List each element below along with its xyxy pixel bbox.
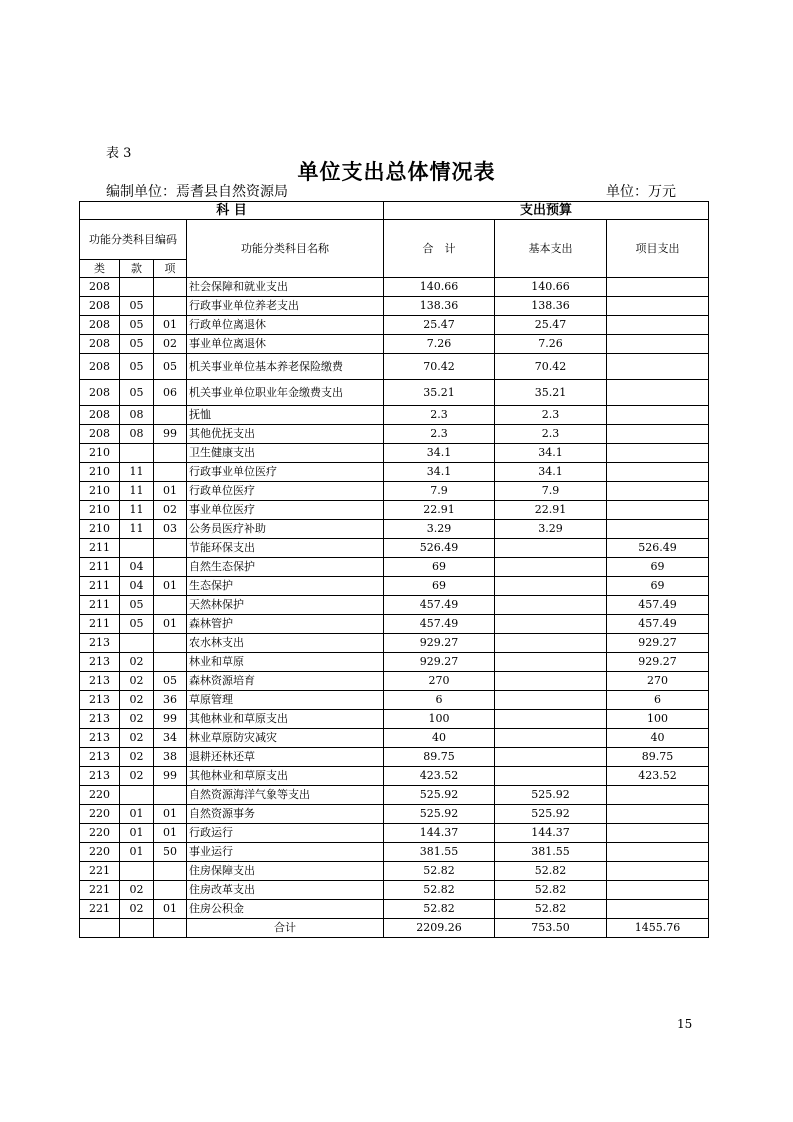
project-cell: 457.49 bbox=[607, 596, 709, 615]
subject-name-cell: 农水林支出 bbox=[187, 634, 384, 653]
total-cell: 138.36 bbox=[384, 297, 495, 316]
basic-cell bbox=[495, 767, 607, 786]
total-cell: 140.66 bbox=[384, 278, 495, 297]
code-lei-cell: 220 bbox=[80, 786, 120, 805]
code-lei-cell: 213 bbox=[80, 767, 120, 786]
total-cell: 270 bbox=[384, 672, 495, 691]
total-empty-lei bbox=[80, 919, 120, 938]
code-kuan-cell: 11 bbox=[120, 482, 154, 501]
code-kuan-cell: 02 bbox=[120, 710, 154, 729]
code-kuan-cell: 02 bbox=[120, 729, 154, 748]
total-cell: 7.9 bbox=[384, 482, 495, 501]
basic-cell bbox=[495, 710, 607, 729]
table-row bbox=[80, 297, 709, 316]
code-lei-cell: 211 bbox=[80, 558, 120, 577]
code-kuan-cell: 08 bbox=[120, 406, 154, 425]
code-lei-cell: 208 bbox=[80, 380, 120, 406]
code-xiang-cell: 05 bbox=[154, 672, 187, 691]
code-lei-cell: 210 bbox=[80, 482, 120, 501]
table-row bbox=[80, 501, 709, 520]
basic-cell: 70.42 bbox=[495, 354, 607, 380]
basic-cell bbox=[495, 672, 607, 691]
total-cell: 929.27 bbox=[384, 653, 495, 672]
basic-cell: 525.92 bbox=[495, 805, 607, 824]
code-lei-cell: 213 bbox=[80, 691, 120, 710]
total-cell: 89.75 bbox=[384, 748, 495, 767]
code-kuan-cell: 02 bbox=[120, 653, 154, 672]
subject-name-cell: 事业单位离退休 bbox=[187, 335, 384, 354]
grand-basic-cell: 753.50 bbox=[495, 919, 607, 938]
total-cell: 7.26 bbox=[384, 335, 495, 354]
total-cell: 34.1 bbox=[384, 463, 495, 482]
code-kuan-cell: 11 bbox=[120, 501, 154, 520]
total-cell: 52.82 bbox=[384, 881, 495, 900]
code-kuan-cell: 05 bbox=[120, 596, 154, 615]
subject-name-cell: 住房保障支出 bbox=[187, 862, 384, 881]
code-lei-cell: 210 bbox=[80, 463, 120, 482]
code-group-header: 功能分类科目编码 bbox=[80, 220, 187, 260]
project-cell: 100 bbox=[607, 710, 709, 729]
code-lei-cell: 208 bbox=[80, 316, 120, 335]
project-cell bbox=[607, 354, 709, 380]
table-number: 表 3 bbox=[106, 146, 132, 161]
total-row bbox=[80, 919, 709, 938]
code-xiang-cell: 06 bbox=[154, 380, 187, 406]
basic-cell: 2.3 bbox=[495, 425, 607, 444]
subject-name-cell: 草原管理 bbox=[187, 691, 384, 710]
basic-cell bbox=[495, 748, 607, 767]
subject-name-cell: 其他优抚支出 bbox=[187, 425, 384, 444]
code-xiang-cell bbox=[154, 881, 187, 900]
basic-cell bbox=[495, 653, 607, 672]
project-cell: 929.27 bbox=[607, 653, 709, 672]
table-row bbox=[80, 843, 709, 862]
code-kuan-cell: 05 bbox=[120, 316, 154, 335]
table-row bbox=[80, 596, 709, 615]
code-kuan-cell: 01 bbox=[120, 805, 154, 824]
code-kuan-cell: 05 bbox=[120, 354, 154, 380]
code-xiang-cell: 02 bbox=[154, 501, 187, 520]
subject-name-cell: 住房公积金 bbox=[187, 900, 384, 919]
subject-name-cell: 天然林保护 bbox=[187, 596, 384, 615]
project-cell bbox=[607, 425, 709, 444]
subject-name-cell: 自然资源事务 bbox=[187, 805, 384, 824]
table-row bbox=[80, 881, 709, 900]
table-row bbox=[80, 380, 709, 406]
basic-cell: 52.82 bbox=[495, 900, 607, 919]
project-cell: 526.49 bbox=[607, 539, 709, 558]
project-cell: 270 bbox=[607, 672, 709, 691]
code-lei-cell: 208 bbox=[80, 278, 120, 297]
code-xiang-cell bbox=[154, 786, 187, 805]
table-row bbox=[80, 729, 709, 748]
total-cell: 34.1 bbox=[384, 444, 495, 463]
basic-cell bbox=[495, 558, 607, 577]
code-lei-cell: 211 bbox=[80, 577, 120, 596]
basic-cell bbox=[495, 691, 607, 710]
code-lei-cell: 208 bbox=[80, 425, 120, 444]
table-row bbox=[80, 767, 709, 786]
table-row bbox=[80, 634, 709, 653]
basic-cell: 2.3 bbox=[495, 406, 607, 425]
project-cell: 40 bbox=[607, 729, 709, 748]
table-row bbox=[80, 335, 709, 354]
code-lei-cell: 208 bbox=[80, 335, 120, 354]
table-row bbox=[80, 653, 709, 672]
total-header: 合 计 bbox=[384, 220, 495, 278]
code-lei-cell: 220 bbox=[80, 805, 120, 824]
code-kuan-cell: 05 bbox=[120, 615, 154, 634]
subject-name-cell: 行政事业单位医疗 bbox=[187, 463, 384, 482]
project-cell: 6 bbox=[607, 691, 709, 710]
total-cell: 929.27 bbox=[384, 634, 495, 653]
project-cell: 89.75 bbox=[607, 748, 709, 767]
code-lei-cell: 213 bbox=[80, 729, 120, 748]
basic-header: 基本支出 bbox=[495, 220, 607, 278]
subject-name-cell: 社会保障和就业支出 bbox=[187, 278, 384, 297]
basic-cell: 22.91 bbox=[495, 501, 607, 520]
basic-cell bbox=[495, 615, 607, 634]
total-cell: 69 bbox=[384, 577, 495, 596]
code-lei-cell: 211 bbox=[80, 615, 120, 634]
code-kuan-cell: 05 bbox=[120, 380, 154, 406]
code-kuan-cell: 11 bbox=[120, 463, 154, 482]
project-cell bbox=[607, 520, 709, 539]
code-kuan-cell: 02 bbox=[120, 881, 154, 900]
table-row bbox=[80, 539, 709, 558]
project-cell: 69 bbox=[607, 558, 709, 577]
code-kuan-cell bbox=[120, 444, 154, 463]
basic-cell: 52.82 bbox=[495, 881, 607, 900]
code-kuan-cell bbox=[120, 278, 154, 297]
subject-name-cell: 行政单位医疗 bbox=[187, 482, 384, 501]
project-cell bbox=[607, 444, 709, 463]
total-cell: 35.21 bbox=[384, 380, 495, 406]
code-xiang-cell bbox=[154, 463, 187, 482]
code-kuan-cell bbox=[120, 539, 154, 558]
total-cell: 2.3 bbox=[384, 425, 495, 444]
grand-total-cell: 2209.26 bbox=[384, 919, 495, 938]
project-cell bbox=[607, 843, 709, 862]
code-xiang-cell: 36 bbox=[154, 691, 187, 710]
project-cell: 457.49 bbox=[607, 615, 709, 634]
code-xiang-cell bbox=[154, 444, 187, 463]
table-row bbox=[80, 672, 709, 691]
code-xiang-cell: 99 bbox=[154, 767, 187, 786]
subject-name-cell: 自然资源海洋气象等支出 bbox=[187, 786, 384, 805]
basic-cell: 3.29 bbox=[495, 520, 607, 539]
subject-name-cell: 其他林业和草原支出 bbox=[187, 767, 384, 786]
grand-project-cell: 1455.76 bbox=[607, 919, 709, 938]
code-lei-cell: 221 bbox=[80, 900, 120, 919]
code-kuan-cell bbox=[120, 862, 154, 881]
code-xiang-cell bbox=[154, 596, 187, 615]
lei-header: 类 bbox=[80, 260, 120, 278]
code-kuan-cell bbox=[120, 786, 154, 805]
header-row-top bbox=[80, 202, 709, 220]
project-cell bbox=[607, 501, 709, 520]
code-kuan-cell: 05 bbox=[120, 297, 154, 316]
code-kuan-cell: 05 bbox=[120, 335, 154, 354]
code-lei-cell: 210 bbox=[80, 444, 120, 463]
total-cell: 381.55 bbox=[384, 843, 495, 862]
project-header: 项目支出 bbox=[607, 220, 709, 278]
project-cell bbox=[607, 881, 709, 900]
code-kuan-cell: 02 bbox=[120, 900, 154, 919]
project-cell bbox=[607, 278, 709, 297]
subject-name-cell: 生态保护 bbox=[187, 577, 384, 596]
total-cell: 423.52 bbox=[384, 767, 495, 786]
code-xiang-cell bbox=[154, 653, 187, 672]
code-kuan-cell: 02 bbox=[120, 672, 154, 691]
code-kuan-cell: 04 bbox=[120, 558, 154, 577]
project-cell bbox=[607, 786, 709, 805]
code-xiang-cell: 50 bbox=[154, 843, 187, 862]
total-cell: 525.92 bbox=[384, 786, 495, 805]
project-cell bbox=[607, 406, 709, 425]
table-row bbox=[80, 463, 709, 482]
subject-name-cell: 行政事业单位养老支出 bbox=[187, 297, 384, 316]
subject-name-cell: 森林资源培育 bbox=[187, 672, 384, 691]
basic-cell: 34.1 bbox=[495, 463, 607, 482]
project-cell bbox=[607, 463, 709, 482]
table-row bbox=[80, 444, 709, 463]
basic-cell: 35.21 bbox=[495, 380, 607, 406]
code-lei-cell: 208 bbox=[80, 406, 120, 425]
code-lei-cell: 208 bbox=[80, 297, 120, 316]
code-xiang-cell: 01 bbox=[154, 805, 187, 824]
code-lei-cell: 221 bbox=[80, 881, 120, 900]
total-cell: 457.49 bbox=[384, 596, 495, 615]
code-xiang-cell: 34 bbox=[154, 729, 187, 748]
code-kuan-cell: 08 bbox=[120, 425, 154, 444]
subject-name-cell: 公务员医疗补助 bbox=[187, 520, 384, 539]
code-lei-cell: 221 bbox=[80, 862, 120, 881]
code-xiang-cell: 02 bbox=[154, 335, 187, 354]
total-cell: 100 bbox=[384, 710, 495, 729]
total-cell: 70.42 bbox=[384, 354, 495, 380]
project-cell bbox=[607, 482, 709, 501]
subject-name-cell: 行政单位离退休 bbox=[187, 316, 384, 335]
table-row bbox=[80, 615, 709, 634]
code-xiang-cell bbox=[154, 862, 187, 881]
code-kuan-cell: 02 bbox=[120, 767, 154, 786]
total-cell: 52.82 bbox=[384, 900, 495, 919]
total-cell: 69 bbox=[384, 558, 495, 577]
code-kuan-cell: 01 bbox=[120, 843, 154, 862]
table-row bbox=[80, 577, 709, 596]
basic-cell: 52.82 bbox=[495, 862, 607, 881]
subject-name-cell: 行政运行 bbox=[187, 824, 384, 843]
basic-cell: 7.26 bbox=[495, 335, 607, 354]
subject-header: 科 目 bbox=[80, 202, 384, 220]
page-title: 单位支出总体情况表 bbox=[297, 159, 496, 184]
project-cell bbox=[607, 805, 709, 824]
project-cell bbox=[607, 824, 709, 843]
code-lei-cell: 220 bbox=[80, 824, 120, 843]
code-xiang-cell bbox=[154, 406, 187, 425]
subject-name-cell: 林业和草原 bbox=[187, 653, 384, 672]
total-cell: 457.49 bbox=[384, 615, 495, 634]
code-kuan-cell bbox=[120, 634, 154, 653]
table-row bbox=[80, 520, 709, 539]
code-xiang-cell: 99 bbox=[154, 710, 187, 729]
basic-cell bbox=[495, 577, 607, 596]
project-cell bbox=[607, 862, 709, 881]
code-xiang-cell: 01 bbox=[154, 577, 187, 596]
subject-name-cell: 抚恤 bbox=[187, 406, 384, 425]
table-row bbox=[80, 824, 709, 843]
basic-cell: 138.36 bbox=[495, 297, 607, 316]
basic-cell: 525.92 bbox=[495, 786, 607, 805]
total-empty-kuan bbox=[120, 919, 154, 938]
basic-cell: 25.47 bbox=[495, 316, 607, 335]
total-cell: 52.82 bbox=[384, 862, 495, 881]
table-row bbox=[80, 805, 709, 824]
total-cell: 144.37 bbox=[384, 824, 495, 843]
page-number: 15 bbox=[677, 1017, 693, 1031]
code-xiang-cell: 01 bbox=[154, 316, 187, 335]
table-row bbox=[80, 354, 709, 380]
table-row bbox=[80, 786, 709, 805]
subject-name-cell: 事业运行 bbox=[187, 843, 384, 862]
project-cell bbox=[607, 900, 709, 919]
code-xiang-cell bbox=[154, 539, 187, 558]
code-kuan-cell: 01 bbox=[120, 824, 154, 843]
project-cell: 423.52 bbox=[607, 767, 709, 786]
project-cell bbox=[607, 335, 709, 354]
code-xiang-cell bbox=[154, 634, 187, 653]
code-lei-cell: 220 bbox=[80, 843, 120, 862]
subject-name-cell: 林业草原防灾减灾 bbox=[187, 729, 384, 748]
total-empty-xiang bbox=[154, 919, 187, 938]
basic-cell bbox=[495, 634, 607, 653]
code-xiang-cell: 01 bbox=[154, 900, 187, 919]
table-row bbox=[80, 278, 709, 297]
code-xiang-cell: 01 bbox=[154, 824, 187, 843]
project-cell: 69 bbox=[607, 577, 709, 596]
code-kuan-cell: 11 bbox=[120, 520, 154, 539]
code-lei-cell: 210 bbox=[80, 520, 120, 539]
table-row bbox=[80, 316, 709, 335]
table-row bbox=[80, 691, 709, 710]
table-row bbox=[80, 406, 709, 425]
currency-unit: 单位：万元 bbox=[606, 184, 676, 200]
xiang-header: 项 bbox=[154, 260, 187, 278]
subject-name-cell: 住房改革支出 bbox=[187, 881, 384, 900]
basic-cell bbox=[495, 729, 607, 748]
subject-name-cell: 自然生态保护 bbox=[187, 558, 384, 577]
table-row bbox=[80, 710, 709, 729]
code-kuan-cell: 02 bbox=[120, 748, 154, 767]
total-label: 合计 bbox=[187, 919, 384, 938]
code-lei-cell: 213 bbox=[80, 672, 120, 691]
code-xiang-cell: 03 bbox=[154, 520, 187, 539]
total-cell: 40 bbox=[384, 729, 495, 748]
table-row bbox=[80, 558, 709, 577]
code-xiang-cell bbox=[154, 558, 187, 577]
code-xiang-cell bbox=[154, 297, 187, 316]
basic-cell: 7.9 bbox=[495, 482, 607, 501]
total-cell: 2.3 bbox=[384, 406, 495, 425]
subject-name-cell: 节能环保支出 bbox=[187, 539, 384, 558]
kuan-header: 款 bbox=[120, 260, 154, 278]
code-xiang-cell: 05 bbox=[154, 354, 187, 380]
basic-cell bbox=[495, 539, 607, 558]
code-xiang-cell: 99 bbox=[154, 425, 187, 444]
compiling-unit: 编制单位：焉耆县自然资源局 bbox=[106, 184, 288, 200]
basic-cell: 140.66 bbox=[495, 278, 607, 297]
code-lei-cell: 213 bbox=[80, 710, 120, 729]
subject-name-cell: 其他林业和草原支出 bbox=[187, 710, 384, 729]
project-cell: 929.27 bbox=[607, 634, 709, 653]
total-cell: 25.47 bbox=[384, 316, 495, 335]
header-row-middle bbox=[80, 220, 709, 260]
code-lei-cell: 213 bbox=[80, 634, 120, 653]
total-cell: 22.91 bbox=[384, 501, 495, 520]
subject-name-cell: 机关事业单位职业年金缴费支出 bbox=[187, 380, 384, 406]
basic-cell bbox=[495, 596, 607, 615]
table-row bbox=[80, 862, 709, 881]
subject-name-cell: 森林管护 bbox=[187, 615, 384, 634]
table-row bbox=[80, 425, 709, 444]
project-cell bbox=[607, 380, 709, 406]
subject-name-cell: 事业单位医疗 bbox=[187, 501, 384, 520]
code-lei-cell: 211 bbox=[80, 539, 120, 558]
code-xiang-cell: 01 bbox=[154, 482, 187, 501]
code-xiang-cell bbox=[154, 278, 187, 297]
code-xiang-cell: 38 bbox=[154, 748, 187, 767]
code-xiang-cell: 01 bbox=[154, 615, 187, 634]
code-lei-cell: 211 bbox=[80, 596, 120, 615]
project-cell bbox=[607, 297, 709, 316]
basic-cell: 381.55 bbox=[495, 843, 607, 862]
budget-header: 支出预算 bbox=[384, 202, 709, 220]
code-kuan-cell: 02 bbox=[120, 691, 154, 710]
code-lei-cell: 213 bbox=[80, 748, 120, 767]
code-kuan-cell: 04 bbox=[120, 577, 154, 596]
basic-cell: 144.37 bbox=[495, 824, 607, 843]
total-cell: 525.92 bbox=[384, 805, 495, 824]
subject-name-cell: 机关事业单位基本养老保险缴费 bbox=[187, 354, 384, 380]
total-cell: 3.29 bbox=[384, 520, 495, 539]
total-cell: 526.49 bbox=[384, 539, 495, 558]
total-cell: 6 bbox=[384, 691, 495, 710]
code-lei-cell: 208 bbox=[80, 354, 120, 380]
table-row bbox=[80, 900, 709, 919]
subject-name-cell: 退耕还林还草 bbox=[187, 748, 384, 767]
basic-cell: 34.1 bbox=[495, 444, 607, 463]
name-header: 功能分类科目名称 bbox=[187, 220, 384, 278]
subject-name-cell: 卫生健康支出 bbox=[187, 444, 384, 463]
code-lei-cell: 210 bbox=[80, 501, 120, 520]
expenditure-table bbox=[79, 201, 709, 938]
table-row bbox=[80, 482, 709, 501]
table-row bbox=[80, 748, 709, 767]
project-cell bbox=[607, 316, 709, 335]
code-lei-cell: 213 bbox=[80, 653, 120, 672]
